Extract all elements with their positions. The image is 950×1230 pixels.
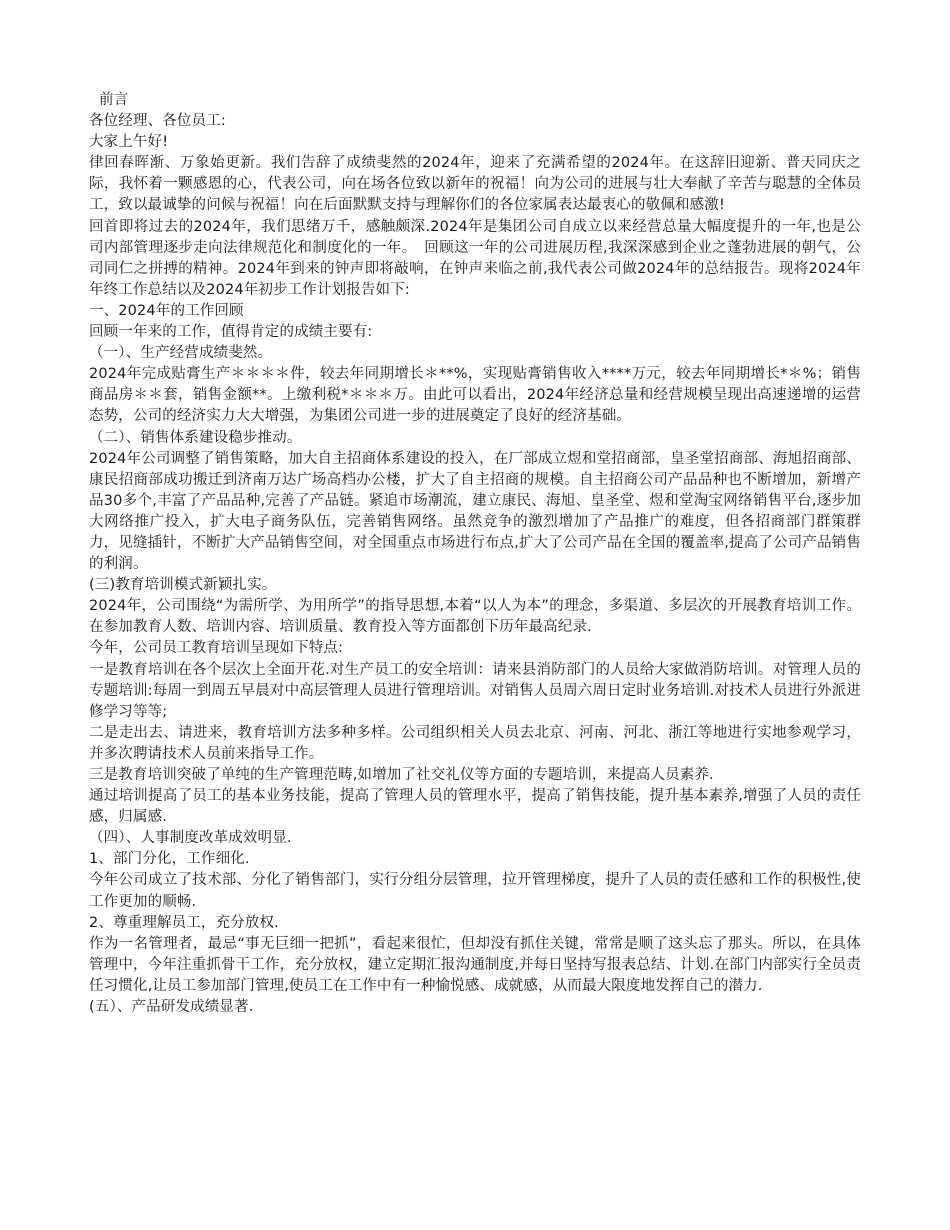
section-heading-work-review: 一、2024年的工作回顾	[89, 302, 244, 319]
paragraph-training: 2024年，公司围绕“为需所学、为用所学”的指导思想,本着“以人为本”的理念，多渠道、多层次的开展教育培训工作。在参加教育人数、培训内容、培训质量、教育投入等方面都创下历年最高纪录.	[89, 598, 861, 636]
paragraph-empowerment: 作为一名管理者，最忌“事无巨细一把抓”，看起来很忙，但却没有抓住关键，常常是顺了这头忘了那头。所以，在具体管理中，今年注重抓骨干工作，充分放权，建立定期汇报沟通制度,并每日坚持写报表总结、计划.在部门内部实行全员责任习惯化,让员工参加部门管理,使员工在工作中有一种愉悦感、成就感，从而最大限度地发挥自己的潜力.	[89, 935, 861, 994]
subheading-production: （一）、生产经营成绩斐然。	[89, 345, 273, 362]
paragraph-opening: 律回春晖渐、万象始更新。我们告辞了成绩斐然的2024年，迎来了充满希望的2024年。在这辞旧迎新、普天同庆之际，我怀着一颗感恩的心，代表公司，向在场各位致以新年的祝福！向为公司的进展与壮大奉献了辛苦与聪慧的全体员工，致以最诚挚的问候与祝福！向在后面默默支持与理解你们的各位家属表达最衷心的敬佩和感激!	[89, 155, 861, 214]
document-body	[89, 90, 861, 1018]
item-heading-department: 1、部门分化，工作细化.	[89, 851, 250, 868]
paragraph-training-point-1: 一是教育培训在各个层次上全面开花.对生产员工的安全培训：请来县消防部门的人员给大家做消防培训。对管理人员的专题培训:每周一到周五早晨对中高层管理人员进行管理培训。对销售人员周六周日定时业务培训.对技术人员进行外派进修学习等等;	[89, 661, 861, 720]
paragraph-sales-system: 2024年公司调整了销售策略，加大自主招商体系建设的投入，在厂部成立煜和堂招商部，皇圣堂招商部、海旭招商部、康民招商部成功搬迁到济南万达广场高档办公楼，扩大了自主招商的规模。自主招商公司产品品种也不断增加，新增产品30多个,丰富了产品品种,完善了产品链。紧追市场潮流，建立康民、海旭、皇圣堂、煜和堂淘宝网络销售平台,逐步加大网络推广投入，扩大电子商务队伍，完善销售网络。虽然竞争的激烈增加了产品推广的难度，但各招商部门群策群力，见缝插针，不断扩大产品销售空间，对全国重点市场进行布点,扩大了公司产品在全国的覆盖率,提高了公司产品销售的利润。	[89, 450, 861, 573]
subheading-hr-reform: （四）、人事制度改革成效明显.	[89, 830, 292, 847]
heading-preface: 前言	[99, 92, 129, 108]
subheading-sales-system: （二）、销售体系建设稳步推动。	[89, 429, 302, 446]
item-heading-empowerment: 2、尊重理解员工，充分放权.	[89, 914, 279, 931]
paragraph-training-point-3: 三是教育培训突破了单纯的生产管理范畴,如增加了社交礼仪等方面的专题培训，来提高人员素养.	[89, 767, 714, 783]
paragraph-production: 2024年完成贴膏生产＊＊＊＊件，较去年同期增长＊**%，实现贴膏销售收入****万元，较去年同期增长*＊%；销售商品房＊＊套，销售金额**。上缴利税*＊＊＊万。由此可以看出，2024年经济总量和经营规模呈现出高速递增的运营态势，公司的经济实力大大增强，为集团公司进一步的进展奠定了良好的经济基础。	[89, 366, 861, 425]
greeting: 大家上午好!	[89, 134, 169, 151]
subheading-product-rd: (五）、产品研发成绩显著.	[89, 999, 254, 1016]
paragraph-review-intro: 回首即将过去的2024年，我们思绪万千，感触颇深.2024年是集团公司自成立以来经营总量大幅度提升的一年,也是公司内部管理逐步走向法律规范化和制度化的一年。 回顾这一年的公司进展历程,我深深感到企业之蓬勃进展的朝气，公司同仁之拼搏的精神。2024年到来的钟声即将敲响，在钟声来临之前,我代表公司做2024年的总结报告。现将2024年年终工作总结以及2024年初步工作计划报告如下:	[89, 218, 861, 298]
paragraph-department: 今年公司成立了技术部、分化了销售部门，实行分组分层管理，拉开管理梯度，提升了人员的责任感和工作的积极性,使工作更加的顺畅.	[89, 872, 861, 910]
paragraph-achievements-intro: 回顾一年来的工作，值得肯定的成绩主要有:	[89, 324, 373, 341]
subheading-training: (三)教育培训模式新颖扎实。	[89, 577, 277, 594]
salutation: 各位经理、各位员工:	[89, 113, 226, 130]
paragraph-training-features: 今年，公司员工教育培训呈现如下特点:	[89, 640, 344, 657]
paragraph-training-point-2: 二是走出去、请进来，教育培训方法多种多样。公司组织相关人员去北京、河南、河北、浙江等地进行实地参观学习，并多次聘请技术人员前来指导工作。	[89, 724, 861, 762]
paragraph-training-result: 通过培训提高了员工的基本业务技能，提高了管理人员的管理水平，提高了销售技能，提升基本素养,增强了人员的责任感，归属感.	[89, 788, 861, 826]
